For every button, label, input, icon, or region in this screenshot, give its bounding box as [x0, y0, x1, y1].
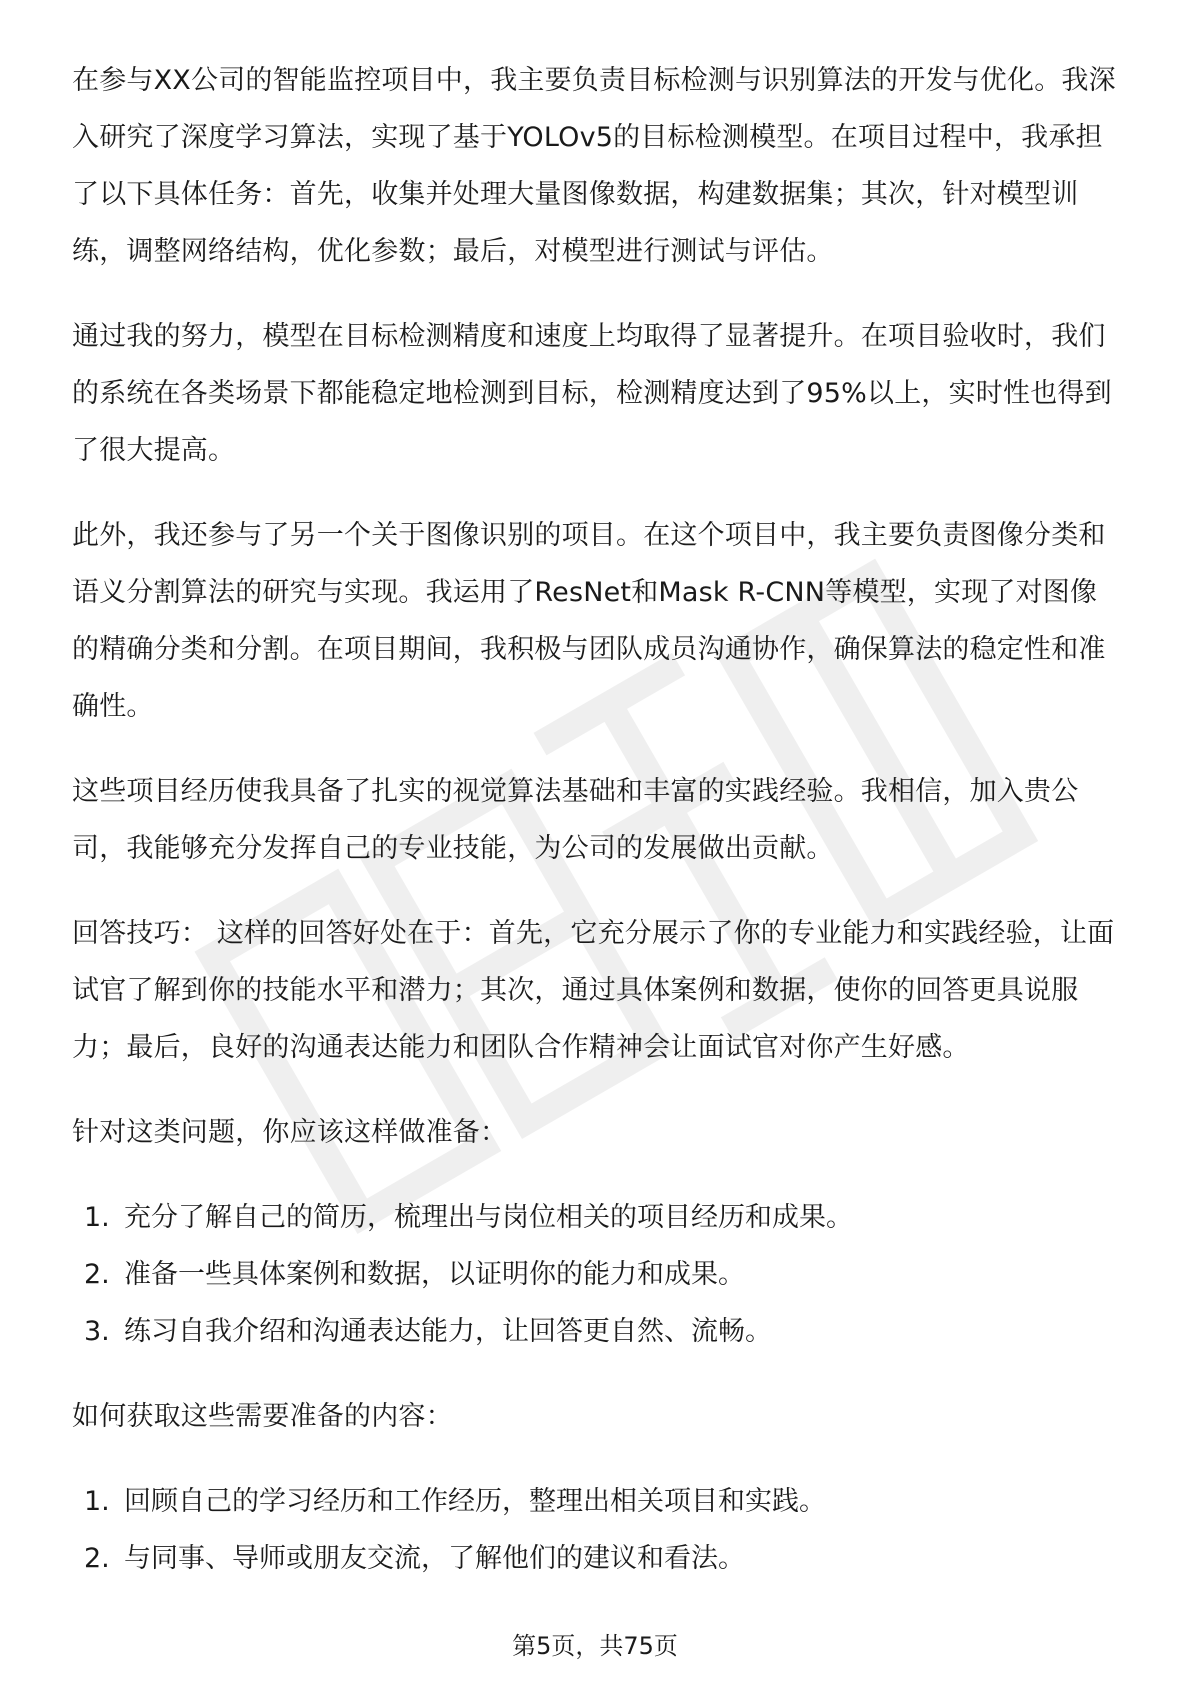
list-item: [72, 1303, 1122, 1360]
preparation-heading: 针对这类问题，你应该这样做准备：: [72, 1117, 508, 1148]
page-number: 第5页，共75页: [512, 1632, 678, 1660]
list-text: 与同事、导师或朋友交流，了解他们的建议和看法。: [124, 1543, 745, 1574]
list-number: 1.: [84, 1486, 110, 1517]
acquisition-heading: 如何获取这些需要准备的内容：: [72, 1401, 453, 1432]
paragraph: 在参与XX公司的智能监控项目中，我主要负责目标检测与识别算法的开发与优化。我深入研究了深度学习算法，实现了基于YOLOv5的目标检测模型。在项目过程中，我承担了以下具体任务：首先，收集并处理大量图像数据，构建数据集；其次，针对模型训练，调整网络结构，优化参数；最后，对模型进行测试与评估。: [72, 65, 1116, 267]
acquisition-list: [72, 1473, 1122, 1587]
list-number: 2.: [84, 1543, 110, 1574]
paragraph: 通过我的努力，模型在目标检测精度和速度上均取得了显著提升。在项目验收时，我们的系统在各类场景下都能稳定地检测到目标，检测精度达到了95%以上，实时性也得到了很大提高。: [72, 321, 1112, 466]
answer-tip-paragraph: 回答技巧： 这样的回答好处在于：首先，它充分展示了你的专业能力和实践经验，让面试官了解到你的技能水平和潜力；其次，通过具体案例和数据，使你的回答更具说服力；最后，良好的沟通表达能力和团队合作精神会让面试官对你产生好感。: [72, 918, 1115, 1063]
list-text: 回顾自己的学习经历和工作经历，整理出相关项目和实践。: [124, 1486, 826, 1517]
document-body: [72, 52, 1122, 1587]
list-number: 3.: [84, 1316, 110, 1347]
list-text: 准备一些具体案例和数据，以证明你的能力和成果。: [124, 1259, 745, 1290]
paragraph: 这些项目经历使我具备了扎实的视觉算法基础和丰富的实践经验。我相信，加入贵公司，我能够充分发挥自己的专业技能，为公司的发展做出贡献。: [72, 776, 1079, 864]
list-item: [72, 1189, 1122, 1246]
preparation-list: [72, 1189, 1122, 1360]
list-item: [72, 1246, 1122, 1303]
list-number: 1.: [84, 1202, 110, 1233]
list-item: [72, 1473, 1122, 1530]
list-text: 练习自我介绍和沟通表达能力，让回答更自然、流畅。: [124, 1316, 772, 1347]
paragraph: 此外，我还参与了另一个关于图像识别的项目。在这个项目中，我主要负责图像分类和语义分割算法的研究与实现。我运用了ResNet和Mask R-CNN等模型，实现了对图像的精确分类和分割。在项目期间，我积极与团队成员沟通协作，确保算法的稳定性和准确性。: [72, 520, 1106, 722]
list-text: 充分了解自己的简历，梳理出与岗位相关的项目经历和成果。: [124, 1202, 853, 1233]
list-number: 2.: [84, 1259, 110, 1290]
list-item: [72, 1530, 1122, 1587]
